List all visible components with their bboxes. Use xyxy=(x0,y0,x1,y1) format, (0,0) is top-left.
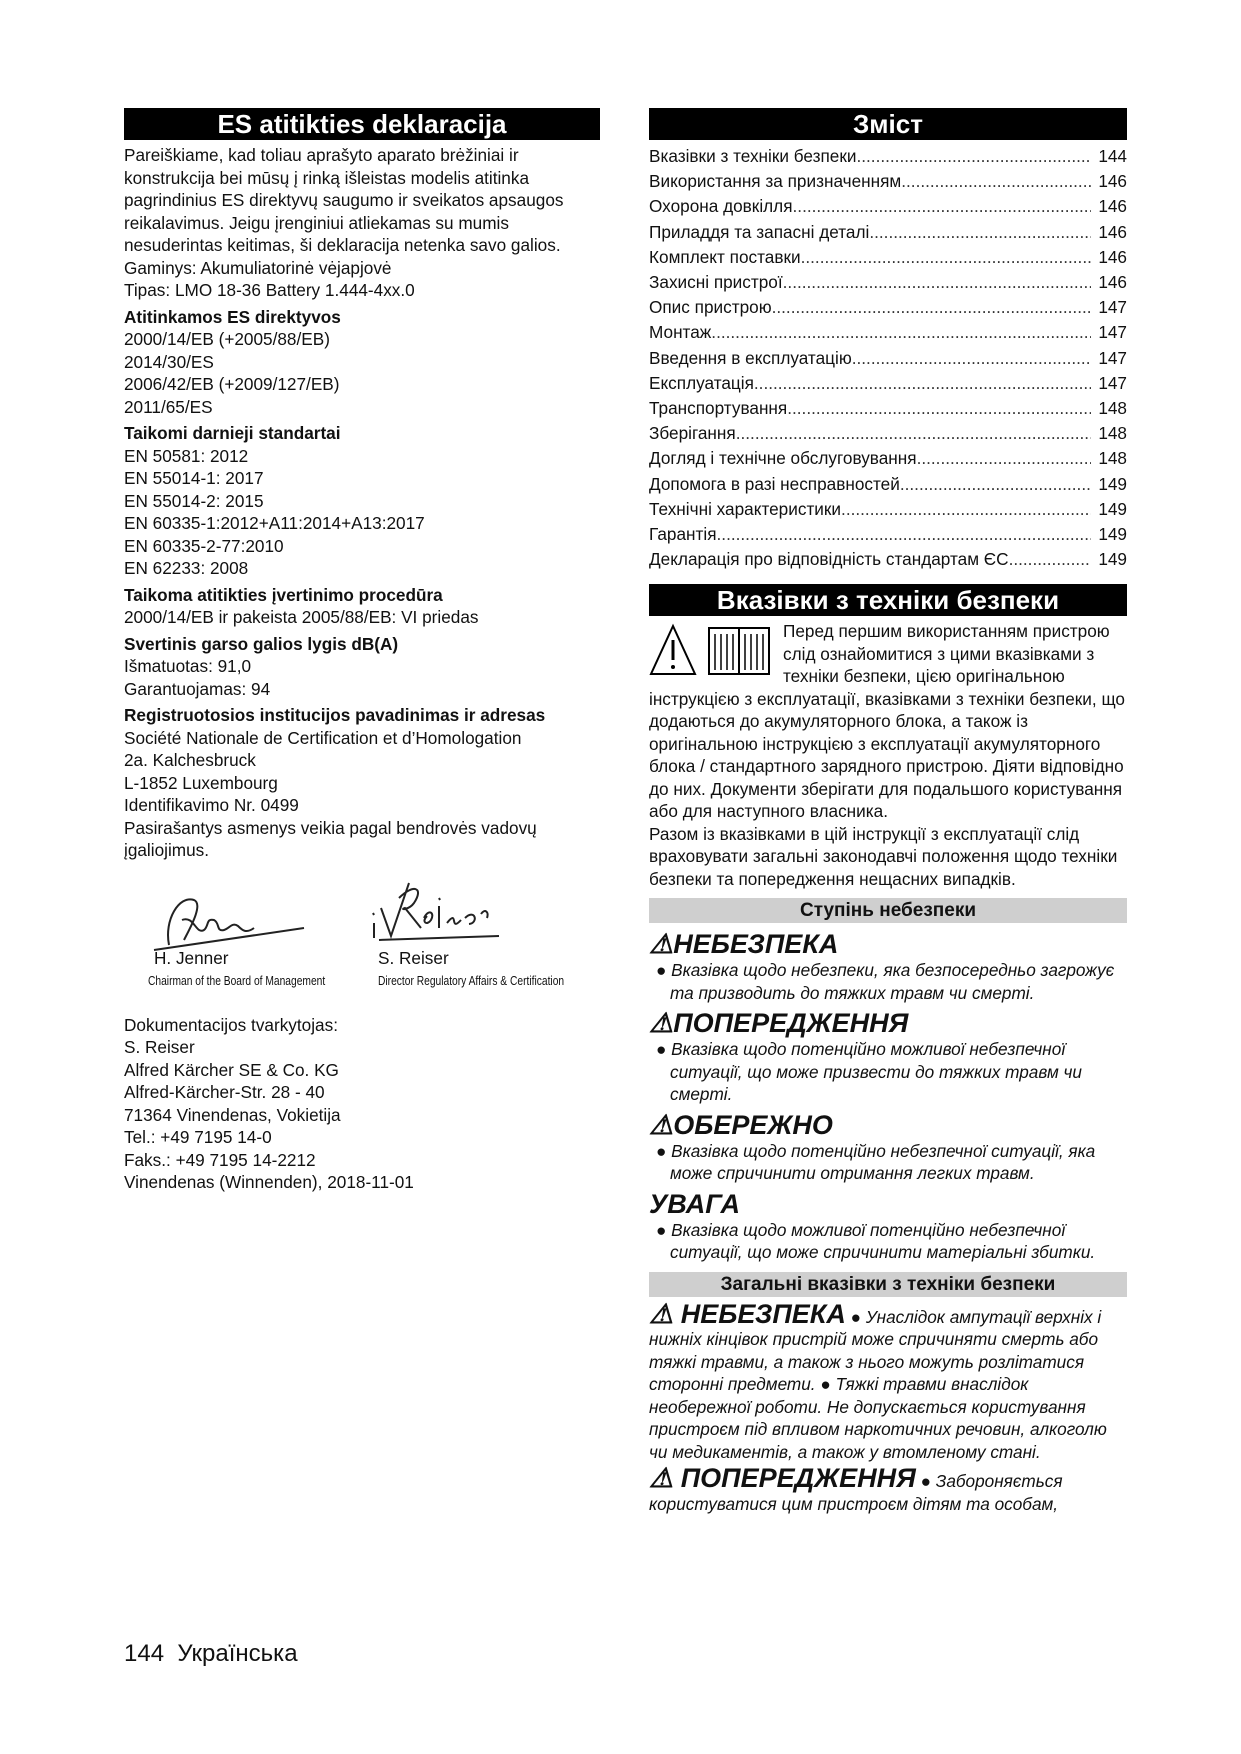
toc-item[interactable]: Технічні характеристики ..... 149 xyxy=(649,497,1127,522)
danger-level-label: ОБЕРЕЖНО xyxy=(673,1109,833,1140)
section-line: EN 60335-1:2012+A11:2014+A13:2017 xyxy=(124,513,425,533)
toc-item[interactable]: Монтаж ..... 147 xyxy=(649,320,1127,345)
general-safety-item: ⚠ НЕБЕЗПЕКА ● Унаслідок ампутації верхніх і нижніх кінцівок пристрій може спричиняти смерть або тяжкі травми, а також з нього можуть розлітатися сторонні предмети. ● Тяжкі травми внаслідок необережної роботи. Не допускається користування пристроєм під впливом наркотичних речовин, алкоголю чи медикаментів, а також у втомленому стані. xyxy=(649,1298,1107,1462)
general-safety-item: ⚠ ПОПЕРЕДЖЕННЯ ● Забороняється користуватися цим пристроєм дітям та особам, xyxy=(649,1463,1063,1514)
danger-level: УВАГА ● Вказівка щодо можливої потенційно небезпечної ситуації, що може спричинити матеріальні збитки. xyxy=(649,1188,1096,1263)
toc-item[interactable]: Опис пристрою ..... 147 xyxy=(649,295,1127,320)
section-line: 2a. Kalchesbruck xyxy=(124,750,256,770)
safety-title: Вказівки з техніки безпеки xyxy=(649,584,1127,616)
section-heading: Registruotosios institucijos pavadinimas ir adresas xyxy=(124,705,546,725)
general-label: НЕБЕЗПЕКА xyxy=(680,1298,846,1329)
danger-level-text: Вказівка щодо можливої потенційно небезпечної ситуації, що може спричинити матеріальні збитки. xyxy=(670,1219,1096,1263)
section-line: L-1852 Luxembourg xyxy=(124,772,278,793)
standards-section xyxy=(124,422,600,580)
toc-item[interactable]: Приладдя та запасні деталі ..... 146 xyxy=(649,220,1127,245)
danger-level: ⚠ПОПЕРЕДЖЕННЯ ● Вказівка щодо потенційно можливої небезпечної ситуації, що може призвести до тяжких травм чи смерті. xyxy=(649,1008,1082,1105)
product-line: Gaminys: Akumuliatorinė vėjapjovė xyxy=(124,257,392,278)
section-line: 2014/30/ES xyxy=(124,351,214,372)
doc-line: Alfred-Kärcher-Str. 28 - 40 xyxy=(124,1082,325,1102)
toc-item[interactable]: Використання за призначенням ..... 146 xyxy=(649,169,1127,194)
general-text: Унаслідок ампутації верхніх і нижніх кінцівок пристрій може спричиняти смерть або тяжкі травми, а також з нього можуть розлітатися сторонні предмети. ● Тяжкі травми внаслідок необережної роботи. Не допускається користування пристроєм під впливом наркотичних речовин, алкоголю чи медикаментів, а також у втомленому стані. xyxy=(649,1306,1107,1462)
toc-item[interactable]: Охорона довкілля ..... 146 xyxy=(649,194,1127,219)
section-heading: Taikoma atitikties įvertinimo procedūra xyxy=(124,584,443,605)
danger-levels-title: Ступінь небезпеки xyxy=(649,898,1127,923)
section-line: 2000/14/EB ir pakeista 2005/88/EB: VI priedas xyxy=(124,607,479,627)
section-heading: Taikomi darnieji standartai xyxy=(124,423,341,443)
section-line: EN 62233: 2008 xyxy=(124,558,249,578)
footer-language: Українська xyxy=(177,1640,298,1667)
directives-section xyxy=(124,306,600,419)
warning-triangle-icon: ⚠ xyxy=(649,1298,674,1329)
doc-line: Dokumentacijos tvarkytojas: xyxy=(124,1014,338,1035)
toc-item[interactable]: Введення в експлуатацію ..... 147 xyxy=(649,346,1127,371)
toc-item[interactable]: Захисні пристрої ..... 146 xyxy=(649,270,1127,295)
doc-line: S. Reiser xyxy=(124,1037,195,1057)
contents-column xyxy=(649,108,1127,1515)
safety-intro-text: Перед першим використанням пристрою слід ознайомитися з цими вказівками з техніки безпеки, цією оригінальною інструкцією з експлуатації, вказівками з техніки безпеки, що додаються до акумуляторного блока, а також із оригінальною інструкцією з експлуатації акумуляторного блока / стандартного зарядного пристрою. Діяти відповідно до них. Документи зберігати для подальшого користування або для наступного власника. xyxy=(649,621,1125,822)
toc-item[interactable]: Допомога в разі несправностей ..... 149 xyxy=(649,472,1127,497)
signer-title: Chairman of the Board of Management xyxy=(148,973,326,988)
danger-level-text: Вказівка щодо небезпеки, яка безпосередньо загрожує та призводить до тяжких травм чи смерті. xyxy=(670,960,1115,1003)
section-line: 2000/14/EB (+2005/88/EB) xyxy=(124,329,330,349)
section-line: Pasirašantys asmenys veikia pagal bendrovės vadovų įgaliojimus. xyxy=(124,817,537,860)
safety-intro-block xyxy=(649,620,1127,890)
danger-level-label: УВАГА xyxy=(649,1188,740,1219)
toc-title: Зміст xyxy=(649,108,1127,140)
documentation-contact xyxy=(124,1014,600,1194)
danger-level: ⚠ОБЕРЕЖНО ● Вказівка щодо потенційно небезпечної ситуації, яка може спричинити отримання легких травм. xyxy=(649,1109,1096,1184)
section-line: Identifikavimo Nr. 0499 xyxy=(124,795,299,815)
general-label: ПОПЕРЕДЖЕННЯ xyxy=(680,1463,916,1494)
danger-level: ⚠НЕБЕЗПЕКА ● Вказівка щодо небезпеки, яка безпосередньо загрожує та призводить до тяжких травм чи смерті. xyxy=(649,929,1115,1003)
declaration-title: ES atitikties deklaracija xyxy=(124,108,600,140)
section-line: EN 60335-2-77:2010 xyxy=(124,535,284,556)
toc-item[interactable]: Зберігання ..... 148 xyxy=(649,421,1127,446)
doc-line: Tel.: +49 7195 14-0 xyxy=(124,1127,272,1147)
page-footer xyxy=(124,1640,298,1668)
toc-item[interactable]: Вказівки з техніки безпеки ..... 144 xyxy=(649,144,1127,169)
signature-reiser xyxy=(369,878,509,948)
danger-level-text: Вказівка щодо потенційно можливої небезпечної ситуації, що може призвести до тяжких травм чи смерті. xyxy=(670,1039,1082,1105)
page-number: 144 xyxy=(124,1640,165,1667)
toc-item[interactable]: Комплект поставки ..... 146 xyxy=(649,245,1127,270)
type-line: Tipas: LMO 18-36 Battery 1.444-4xx.0 xyxy=(124,280,415,300)
danger-level-label: ПОПЕРЕДЖЕННЯ xyxy=(673,1008,909,1039)
declaration-column xyxy=(124,108,600,1194)
warning-triangle-icon: ⚠ xyxy=(649,1008,674,1039)
safety-intro-text-2: Разом із вказівками в цій інструкції з експлуатації слід враховувати загальні законодавчі положення щодо техніки безпеки та попередження нещасних випадків. xyxy=(649,823,1118,889)
section-line: Garantuojamas: 94 xyxy=(124,678,271,699)
general-text: Забороняється користуватися цим пристроєм дітям та особам, xyxy=(649,1471,1063,1514)
warning-triangle-icon: ⚠ xyxy=(649,929,674,960)
section-line: Société Nationale de Certification et d’Homologation xyxy=(124,727,522,748)
signer-name: H. Jenner xyxy=(154,947,229,968)
toc-item[interactable]: Гарантія ..... 149 xyxy=(649,522,1127,547)
section-line: 2011/65/ES xyxy=(124,396,213,417)
toc-item[interactable]: Декларація про відповідність стандартам ЄС ..... 149 xyxy=(649,547,1127,572)
notified-body-section xyxy=(124,704,600,862)
section-heading: Svertinis garso galios lygis dB(A) xyxy=(124,633,399,654)
signature-block xyxy=(124,890,600,1000)
general-safety-title: Загальні вказівки з техніки безпеки xyxy=(649,1272,1127,1297)
section-line: 2006/42/EB (+2009/127/EB) xyxy=(124,374,340,394)
signer-name: S. Reiser xyxy=(378,947,449,968)
doc-line: 71364 Vinendenas, Vokietija xyxy=(124,1104,341,1125)
table-of-contents xyxy=(649,144,1127,572)
doc-line: Alfred Kärcher SE & Co. KG xyxy=(124,1059,339,1080)
section-line: EN 55014-1: 2017 xyxy=(124,468,264,488)
declaration-intro: Pareiškiame, kad toliau aprašyto aparato brėžiniai ir konstrukcija bei mūsų į rinką išleistas modelis atitinka pagrindinius ES direktyvų saugumo ir sveikatos apsaugos reikalavimus. Jeigu įrenginiui atliekamas su mumis nesuderintas keitimas, ši deklaracija netenka savo galios. xyxy=(124,145,564,255)
toc-item[interactable]: Експлуатація ..... 147 xyxy=(649,371,1127,396)
sound-section xyxy=(124,633,600,701)
section-line: Išmatuotas: 91,0 xyxy=(124,656,252,676)
section-line: EN 50581: 2012 xyxy=(124,445,249,466)
danger-level-label: НЕБЕЗПЕКА xyxy=(673,929,839,960)
procedure-section xyxy=(124,584,600,629)
danger-level-text: Вказівка щодо потенційно небезпечної ситуації, яка може спричинити отримання легких травм. xyxy=(670,1140,1096,1184)
warning-triangle-icon: ⚠ xyxy=(649,1463,674,1494)
warning-triangle-icon: ⚠ xyxy=(649,1109,674,1140)
doc-line: Faks.: +49 7195 14-2212 xyxy=(124,1149,316,1170)
toc-item[interactable]: Транспортування ..... 148 xyxy=(649,396,1127,421)
section-heading: Atitinkamos ES direktyvos xyxy=(124,306,341,327)
section-line: EN 55014-2: 2015 xyxy=(124,490,264,511)
warning-and-manual-icon xyxy=(649,622,777,678)
toc-item[interactable]: Догляд і технічне обслуговування ..... 148 xyxy=(649,446,1127,471)
doc-line: Vinendenas (Winnenden), 2018-11-01 xyxy=(124,1172,414,1192)
signer-title: Director Regulatory Affairs & Certification xyxy=(378,973,565,988)
